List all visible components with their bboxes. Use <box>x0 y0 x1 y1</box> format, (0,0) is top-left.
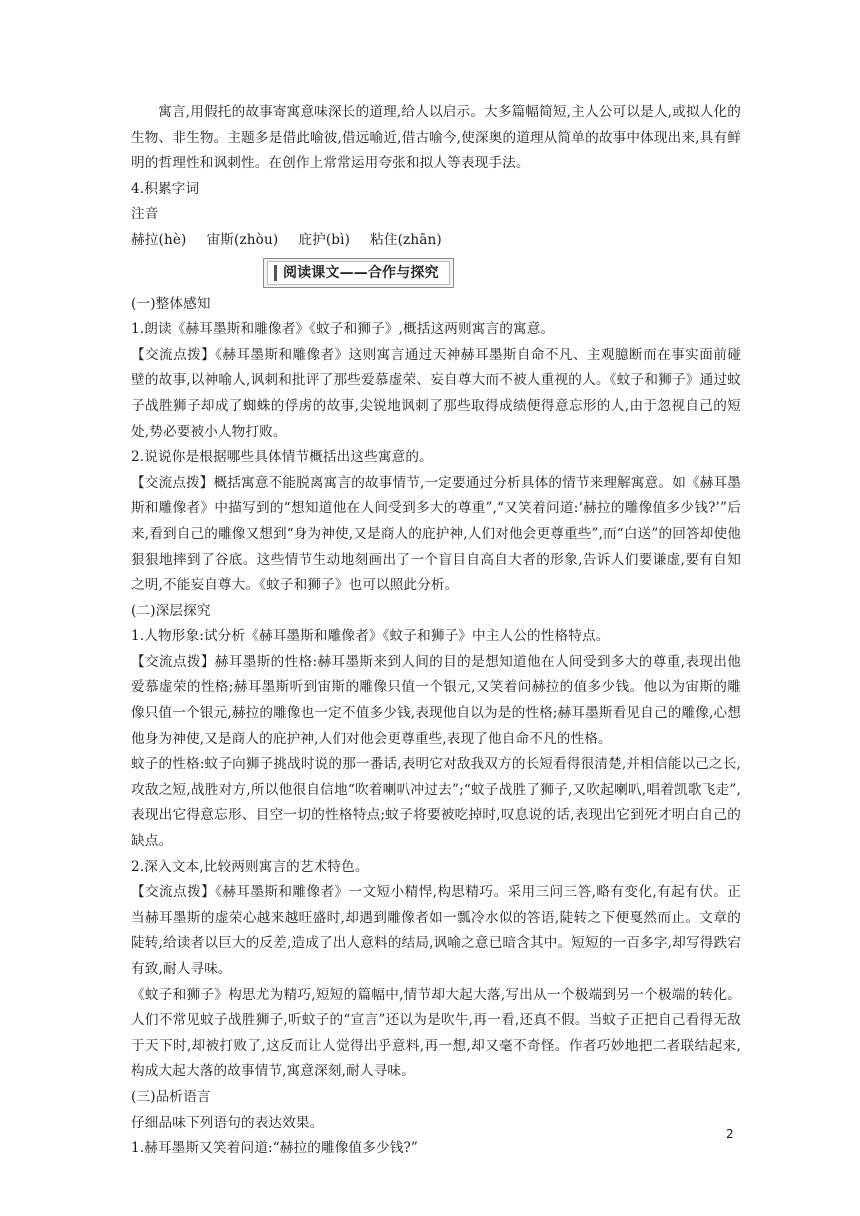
answer-paragraph: 《蚊子和狮子》构思尤为精巧,短短的篇幅中,情节却大起大落,写出从一个极端到另一个极端的转化。人们不常见蚊子战胜狮子,听蚊子的“宣言”还以为是吹牛,再一看,还真不假。当蚊子正把自己看得无敌于天下时,却被打败了,这反而让人觉得出乎意料,再一想,却又毫不奇怪。作者巧妙地把二者联结起来,构成大起大落的故事情节,寓意深刻,耐人寻味。 <box>131 986 741 1080</box>
vocab-item: 赫拉(hè) <box>131 231 187 248</box>
intro-paragraph: 寓言,用假托的故事寄寓意味深长的道理,给人以启示。大多篇幅简短,主人公可以是人,或拟人化的生物、非生物。主题多是借此喻彼,借远喻近,借古喻今,使深奥的道理从简单的故事中体现出来,具有鲜明的哲理性和讽刺性。在创作上常常运用夸张和拟人等表现手法。 <box>131 104 741 172</box>
vocab-list <box>131 228 741 254</box>
question: 2.说说你是根据哪些具体情节概括出这些寓意的。 <box>131 449 433 466</box>
document-body <box>131 100 741 1162</box>
question: 1.朗读《赫耳墨斯和雕像者》《蚊子和狮子》,概括这两则寓言的寓意。 <box>131 321 555 338</box>
vocab-heading: 4.积累字词 <box>131 180 200 197</box>
answer-paragraph: 【交流点拨】概括寓意不能脱离寓言的故事情节,一定要通过分析具体的情节来理解寓意。如《赫耳墨斯和雕像者》中描写到的“想知道他在人间受到多大的尊重”,“又笑着问道:‘赫拉的雕像值多少钱?’”后来,看到自己的雕像又想到“身为神使,又是商人的庇护神,人们对他会更尊重些”,而“白送”的回答却使他狠狠地摔到了谷底。这些情节生动地刻画出了一个盲目自高自大者的形象,告诉人们要谦虚,要有自知之明,不能妄自尊大。《蚊子和狮子》也可以照此分析。 <box>131 474 741 594</box>
subsection-title: (三)品析语言 <box>131 1088 211 1105</box>
vocab-item: 庇护(bì) <box>298 231 351 248</box>
subsection-title: (二)深层探究 <box>131 602 211 619</box>
question: 1.人物形象:试分析《赫耳墨斯和雕像者》《蚊子和狮子》中主人公的性格特点。 <box>131 628 610 645</box>
page-number: 2 <box>726 1127 734 1141</box>
question: 2.深入文本,比较两则寓言的艺术特色。 <box>131 858 369 875</box>
question: 1.赫耳墨斯又笑着问道:“赫拉的雕像值多少钱?” <box>131 1140 419 1157</box>
answer-paragraph: 【交流点拨】《赫耳墨斯和雕像者》一文短小精悍,构思精巧。采用三问三答,略有变化,有起有伏。正当赫耳墨斯的虚荣心越来越旺盛时,却遇到雕像者如一瓢冷水似的答语,陡转之下便戛然而止。文章的陡转,给读者以巨大的反差,造成了出人意料的结局,讽喻之意已暗含其中。短短的一百多字,却写得跌宕有致,耐人寻味。 <box>131 884 741 977</box>
answer-paragraph: 【交流点拨】《赫耳墨斯和雕像者》这则寓言通过天神赫耳墨斯自命不凡、主观臆断而在事实面前碰壁的故事,以神喻人,讽刺和批评了那些爱慕虚荣、妄自尊大而不被人重视的人。《蚊子和狮子》通过蚊子战胜狮子却成了蜘蛛的俘虏的故事,尖锐地讽刺了那些取得成绩便得意忘形的人,由于忽视自己的短处,势必要被小人物打败。 <box>131 346 741 440</box>
vocab-item: 粘住(zhān) <box>370 231 442 248</box>
subsection-title: (一)整体感知 <box>131 295 211 312</box>
answer-paragraph: 【交流点拨】赫耳墨斯的性格:赫耳墨斯来到人间的目的是想知道他在人间受到多大的尊重,表现出他爱慕虚荣的性格;赫耳墨斯听到宙斯的雕像只值一个银元,又笑着问赫拉的值多少钱。他以为宙斯的雕像只值一个银元,赫拉的雕像也一定不值多少钱,表现他自以为是的性格;赫耳墨斯看见自己的雕像,心想他身为神使,又是商人的庇护神,人们对他会更尊重些,表现了他自命不凡的性格。 <box>131 653 741 747</box>
section-heading: 阅读课文——合作与探究 <box>283 264 439 281</box>
section-heading-banner <box>263 258 454 288</box>
instruction: 仔细品味下列语句的表达效果。 <box>131 1114 324 1131</box>
answer-paragraph: 蚊子的性格:蚊子向狮子挑战时说的那一番话,表明它对敌我双方的长短看得很清楚,并相信能以己之长,攻敌之短,战胜对方,所以他很自信地“吹着喇叭冲过去”;“蚊子战胜了狮子,又吹起喇叭,唱着凯歌飞走”,表现出它得意忘形、目空一切的性格特点;蚊子将要被吃掉时,叹息说的话,表现出它到死才明白自己的缺点。 <box>131 756 741 850</box>
vocab-item: 宙斯(zhòu) <box>206 231 279 248</box>
heading-bar-icon <box>274 265 277 281</box>
pinyin-label: 注音 <box>131 206 159 223</box>
